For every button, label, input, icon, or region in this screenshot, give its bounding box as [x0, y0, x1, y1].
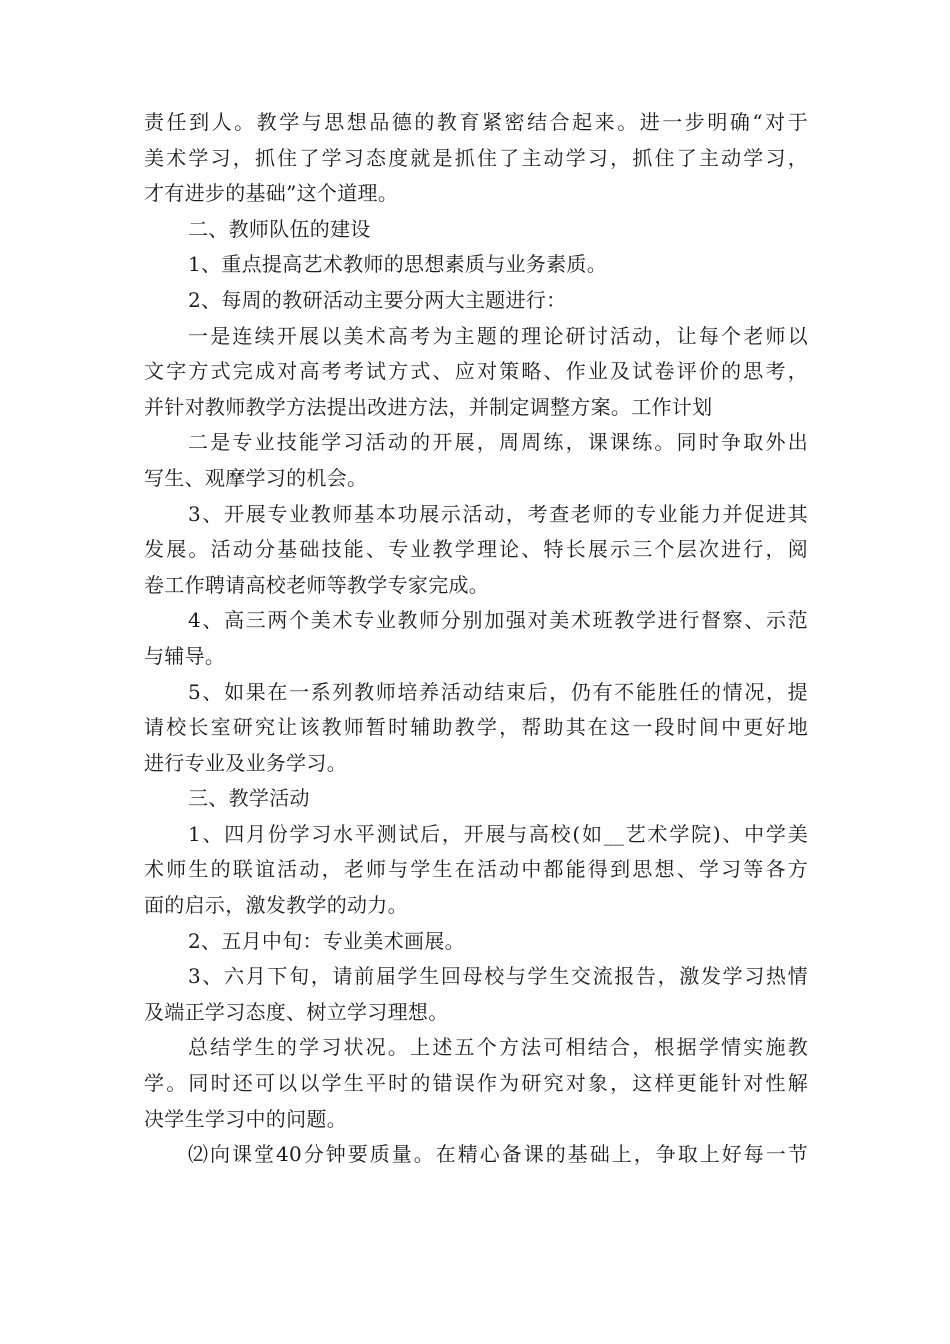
section-heading-teaching-activities: 三、教学活动 — [188, 786, 310, 811]
text-line: 决学生学习中的问题。 — [144, 1106, 347, 1131]
text-line: 与辅导。 — [144, 643, 226, 668]
text-line: 才有进步的基础”这个道理。 — [144, 181, 399, 206]
text-line: 文字方式完成对高考考试方式、应对策略、作业及试卷评价的思考， — [144, 359, 808, 384]
text-line: 发展。活动分基础技能、专业教学理论、特长展示三个层次进行，阅 — [144, 537, 808, 562]
text-line: 面的启示，激发教学的动力。 — [144, 893, 408, 918]
text-line: 总结学生的学习状况。上述五个方法可相结合，根据学情实施教 — [188, 1035, 808, 1060]
list-item: 3、六月下旬，请前届学生回母校与学生交流报告，激发学习热情 — [188, 964, 808, 989]
section-heading-teacher-team: 二、教师队伍的建设 — [188, 216, 371, 241]
document-body — [144, 105, 808, 1173]
text-line: 进行专业及业务学习。 — [144, 750, 347, 775]
text-line: 卷工作聘请高校老师等教学专家完成。 — [144, 572, 490, 597]
text-line: 术师生的联谊活动，老师与学生在活动中都能得到思想、学习等各方 — [144, 857, 808, 882]
list-item: 1、四月份学习水平测试后，开展与高校(如__艺术学院)、中学美 — [188, 821, 808, 846]
list-item: 2、五月中旬：专业美术画展。 — [188, 928, 465, 953]
text-line: 请校长室研究让该教师暂时辅助教学，帮助其在这一段时间中更好地 — [144, 715, 808, 740]
text-line: 写生、观摩学习的机会。 — [144, 465, 368, 490]
list-item: 2、每周的教研活动主要分两大主题进行： — [188, 287, 567, 312]
text-line: 及端正学习态度、树立学习理想。 — [144, 999, 449, 1024]
list-item: 4、高三两个美术专业教师分别加强对美术班教学进行督察、示范 — [188, 608, 808, 633]
text-line: 二是专业技能学习活动的开展，周周练，课课练。同时争取外出 — [188, 430, 808, 455]
list-item: 3、开展专业教师基本功展示活动，考查老师的专业能力并促进其 — [188, 501, 808, 526]
text-line: 一是连续开展以美术高考为主题的理论研讨活动，让每个老师以 — [188, 323, 808, 348]
list-item: 5、如果在一系列教师培养活动结束后，仍有不能胜任的情况，提 — [188, 679, 808, 704]
text-line: 并针对教师教学方法提出改进方法，并制定调整方案。工作计划 — [144, 394, 713, 419]
list-item: 1、重点提高艺术教师的思想素质与业务素质。 — [188, 252, 608, 277]
text-line: 责任到人。教学与思想品德的教育紧密结合起来。进一步明确“对于 — [144, 110, 808, 134]
text-line: ⑵向课堂40分钟要质量。在精心备课的基础上，争取上好每一节 — [188, 1142, 808, 1167]
text-line: 美术学习，抓住了学习态度就是抓住了主动学习，抓住了主动学习， — [144, 145, 808, 170]
text-line: 学。同时还可以以学生平时的错误作为研究对象，这样更能针对性解 — [144, 1071, 808, 1096]
